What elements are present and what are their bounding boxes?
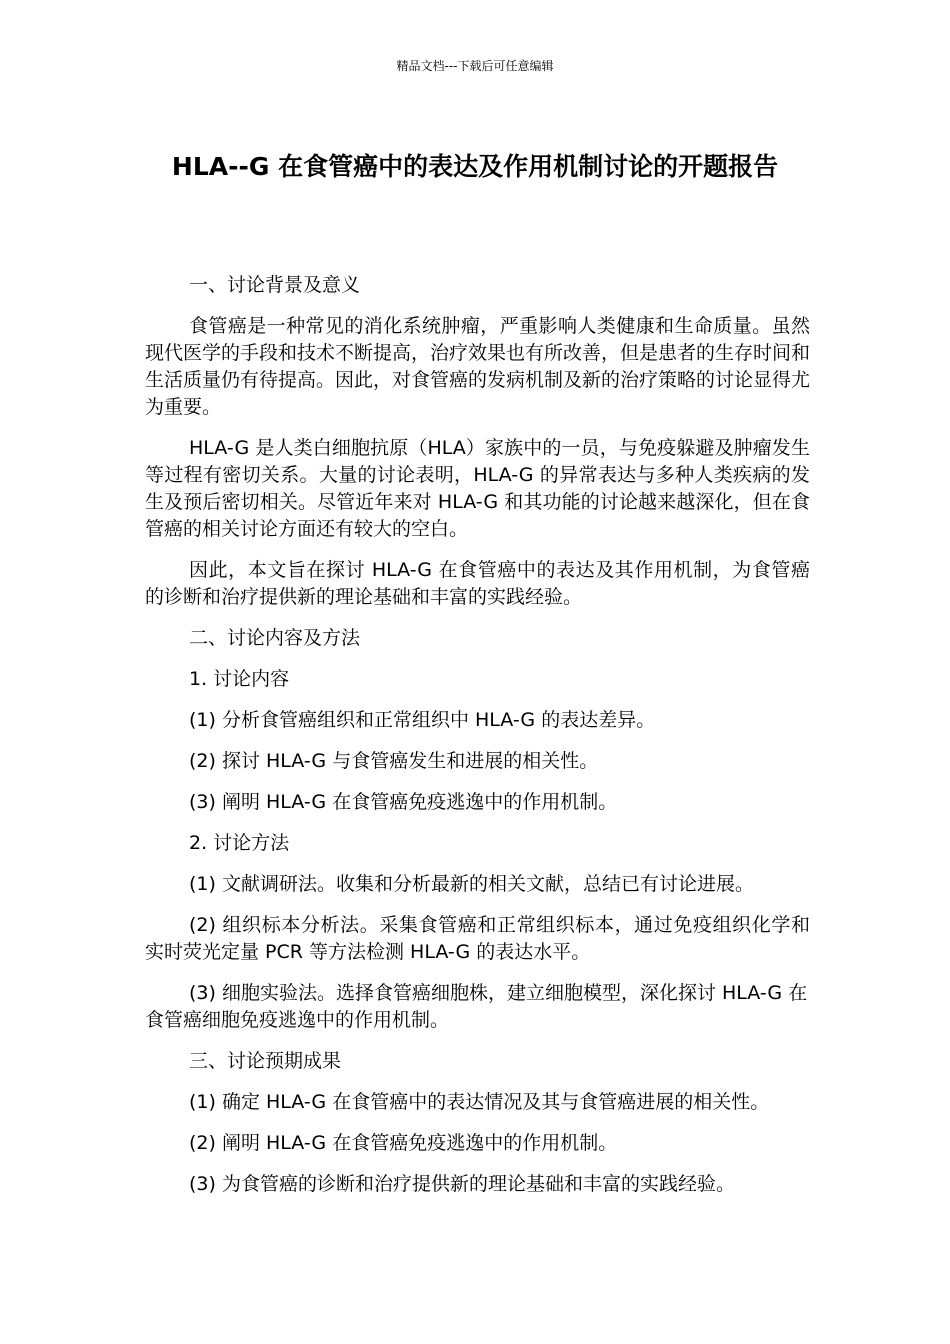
- subheading-methods: 2. 讨论方法: [189, 832, 290, 854]
- list-item-content-1: (1) 分析食管癌组织和正常组织中 HLA-G 的表达差异。: [189, 709, 656, 731]
- section-heading-expected-results: 三、讨论预期成果: [189, 1050, 342, 1072]
- section-heading-background: 一、讨论背景及意义: [189, 274, 361, 296]
- paragraph-background-3: 因此，本文旨在探讨 HLA-G 在食管癌中的表达及其作用机制，为食管癌的诊断和治疗提供新的理论基础和丰富的实践经验。: [145, 559, 810, 608]
- document-body: [145, 272, 810, 1212]
- subheading-content: 1. 讨论内容: [189, 668, 290, 690]
- paragraph-background-2: HLA-G 是人类白细胞抗原（HLA）家族中的一员，与免疫躲避及肿瘤发生等过程有密切关系。大量的讨论表明，HLA-G 的异常表达与多种人类疾病的发生及预后密切相关。尽管近年来对 HLA-G 和其功能的讨论越来越深化，但在食管癌的相关讨论方面还有较大的空白。: [145, 437, 810, 540]
- list-item-method-2: (2) 组织标本分析法。采集食管癌和正常组织标本，通过免疫组织化学和实时荧光定量 PCR 等方法检测 HLA-G 的表达水平。: [145, 914, 810, 963]
- list-item-content-3: (3) 阐明 HLA-G 在食管癌免疫逃逸中的作用机制。: [189, 791, 618, 813]
- list-item-result-1: (1) 确定 HLA-G 在食管癌中的表达情况及其与食管癌进展的相关性。: [189, 1091, 770, 1113]
- page-header: 精品文档---下载后可任意编辑: [396, 59, 554, 73]
- list-item-result-2: (2) 阐明 HLA-G 在食管癌免疫逃逸中的作用机制。: [189, 1132, 618, 1154]
- list-item-method-1: (1) 文献调研法。收集和分析最新的相关文献，总结已有讨论进展。: [189, 873, 754, 895]
- document-title: HLA--G 在食管癌中的表达及作用机制讨论的开题报告: [171, 152, 779, 181]
- list-item-content-2: (2) 探讨 HLA-G 与食管癌发生和进展的相关性。: [189, 750, 599, 772]
- section-heading-content-methods: 二、讨论内容及方法: [189, 627, 361, 649]
- list-item-result-3: (3) 为食管癌的诊断和治疗提供新的理论基础和丰富的实践经验。: [189, 1173, 735, 1195]
- list-item-method-3: (3) 细胞实验法。选择食管癌细胞株，建立细胞模型，深化探讨 HLA-G 在食管癌细胞免疫逃逸中的作用机制。: [145, 982, 808, 1031]
- paragraph-background-1: 食管癌是一种常见的消化系统肿瘤，严重影响人类健康和生命质量。虽然现代医学的手段和技术不断提高，治疗效果也有所改善，但是患者的生存时间和生活质量仍有待提高。因此，对食管癌的发病机制及新的治疗策略的讨论显得尤为重要。: [145, 315, 811, 418]
